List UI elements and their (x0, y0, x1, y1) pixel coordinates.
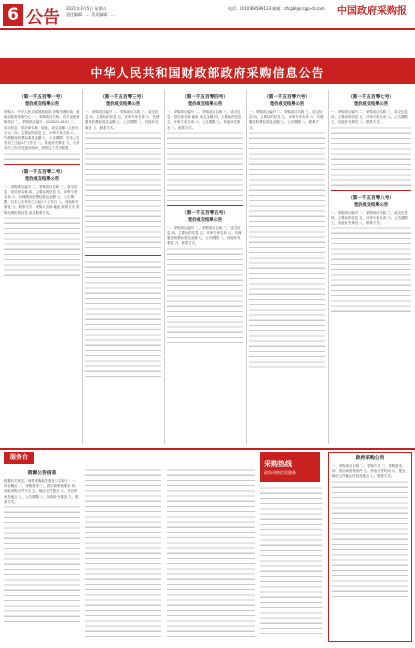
column-5 (331, 90, 411, 444)
bottom-section-rule (0, 448, 415, 450)
divider (331, 190, 411, 191)
article-subtitle: 竞价成交结果公告 (187, 217, 223, 223)
article-body: 一、采购项目编号 二、采购项目名称 三、成交信息 四、主要标的信息 五、评审专家名单 六、公告期限 七、其他补充事宜 八、联系方式。 (331, 110, 408, 125)
column-separator (164, 90, 165, 444)
text-filler (332, 480, 408, 600)
divider (4, 164, 80, 165)
divider (85, 255, 161, 256)
article-title: （第一千五百零三号） (100, 95, 146, 100)
article-body: 一、采购项目编号 二、采购项目名称 三、成交信息：供应商名称 四、主要标的信息 五、评审专家名单 六、代理服务收费标准及金额 七、公告期限：自本公告发布之日起1个工作日 八、其他补充事宜 九、联系方式：采购人名称 地址 联系方式 采购代理机构信息 项目联系方式。 (4, 184, 80, 215)
column-3 (167, 90, 243, 444)
column-separator (328, 90, 329, 444)
text-filler (167, 247, 243, 347)
text-filler (167, 468, 255, 638)
column-separator (246, 90, 247, 444)
column-separator (82, 90, 83, 444)
article-body: 一、采购项目编号 二、采购项目名称 三、成交信息 四、主要标的信息 五、评审专家名单 六、公告期限 七、其他补充事宜 八、联系方式。 (331, 210, 408, 226)
text-filler (4, 152, 80, 160)
article-body: 一、采购项目编号 二、采购项目名称 三、成交信息：供应商名称 地址 成交金额 四、主要标的信息 五、评审专家名单 六、公告期限 七、其他补充事宜 八、联系方式。 (167, 110, 242, 130)
text-filler (249, 131, 325, 371)
article-title: （第一千五百零七号） (348, 95, 394, 100)
right-notice-body: 一、采购项目名称 二、采购方式 三、采购需求 四、供应商资格条件 五、获取文件时间 六、提交响应文件截止时间及地点 七、联系方式。 (332, 464, 406, 479)
text-filler (4, 216, 80, 276)
text-filler (167, 131, 243, 201)
text-filler (85, 468, 161, 638)
article-title: （第一千五百零一号） (19, 95, 65, 100)
article-subtitle: 竞价成交结果公告 (353, 202, 389, 208)
article-subtitle: 竞价成交结果公告 (187, 102, 223, 107)
bottom-column-1 (4, 468, 80, 644)
text-filler (85, 131, 161, 251)
column-2 (85, 90, 161, 444)
divider (167, 205, 243, 206)
bottom-column-2 (85, 468, 161, 644)
text-filler (331, 226, 411, 316)
article-body: 一、采购项目编号 二、采购项目名称 三、成交信息 四、主要标的信息 五、评审专家名单 六、代理服务收费标准及金额 七、公告期限 八、其他补充事宜 九、联系方式。 (85, 110, 160, 130)
contact-line: 电话：(010)68589133 邮箱：zfcgbl@ccgp-dl.com (228, 6, 325, 11)
bottom-column-3 (167, 468, 255, 644)
ad-title: 采购热线 (264, 460, 292, 468)
article-subtitle: 竞价成交结果公告 (24, 176, 60, 182)
section-title: 公告 (26, 8, 60, 28)
article-title: （第一千五百零二号） (19, 169, 65, 175)
article-body: 一、采购项目编号 二、采购项目名称 三、成交信息 四、主要标的信息 五、评审专家名单 六、代理服务收费标准及金额 七、公告期限 八、其他补充事宜 九、联系方式。 (167, 225, 242, 246)
right-notice-box (328, 452, 412, 642)
title-banner (0, 58, 415, 84)
notice-body: 根据有关规定，现将采购相关事宜公告如下：一、项目概况 二、采购需求 三、供应商资格要求 四、获取采购文件方式 五、响应文件提交 六、开启时间及地点 七、公告期限 八、其他补充事宜 九、联系方式。 (4, 479, 79, 504)
article-subtitle: 竞价成交结果公告 (269, 102, 305, 107)
article-body: 一、采购项目编号 二、采购项目名称 三、成交信息 四、主要标的信息 五、评审专家名单 六、代理服务收费标准及金额 七、公告期限 八、联系方式。 (249, 110, 324, 130)
service-tag: 服务台 (4, 452, 34, 464)
editor-line: 责任编辑：... 美术编辑：... (66, 12, 115, 17)
text-filler (85, 260, 161, 380)
article-title: （第一千五百零四号） (182, 95, 228, 100)
column-4 (249, 90, 325, 444)
notice-title: 资源公告信息 (27, 471, 57, 476)
header-rule (0, 28, 415, 30)
article-subtitle: 竞价成交结果公告 (105, 102, 141, 107)
hotline-ad (260, 452, 320, 482)
bottom-column-4 (260, 486, 322, 644)
page-header (0, 0, 415, 46)
article-subtitle: 竞价成交结果公告 (24, 102, 60, 107)
text-filler (4, 505, 80, 625)
text-filler (260, 486, 322, 636)
article-subtitle: 竞价成交结果公告 (353, 102, 389, 107)
newspaper-logo: 中国政府采购报 (337, 6, 407, 17)
issue-date: 2021年3月5日 星期五 (66, 6, 107, 11)
article-title: （第一千五百零五号） (182, 210, 228, 216)
column-1 (4, 90, 80, 444)
article-title: （第一千五百零六号） (264, 95, 310, 100)
text-filler (331, 126, 411, 186)
page-number-badge: 6 (3, 4, 23, 26)
right-notice-title: 政府采购公告 (355, 456, 385, 461)
ad-subtitle: 政府采购信息服务 (264, 470, 296, 475)
article-body: 采购人：中华人民共和国财政部 采购代理机构：财政部政府采购中心 一、采购项目名称：有关设备采购项目 二、采购项目编号：CG2021-0101 三、成交信息：供应商名称、地址、成交金额（人民币万元）四、主要标的信息 五、评审专家名单 六、代理服务收费标准及金额 七、公告期限：自本公告发布之日起1个工作日 八、其他补充事宜 九、凡对本次公告内容提出询问，请按以下方式联系。 (4, 110, 80, 151)
banner-title: 中华人民共和国财政部政府采购信息公告 (90, 66, 325, 80)
article-title: （第一千五百零八号） (348, 195, 394, 201)
